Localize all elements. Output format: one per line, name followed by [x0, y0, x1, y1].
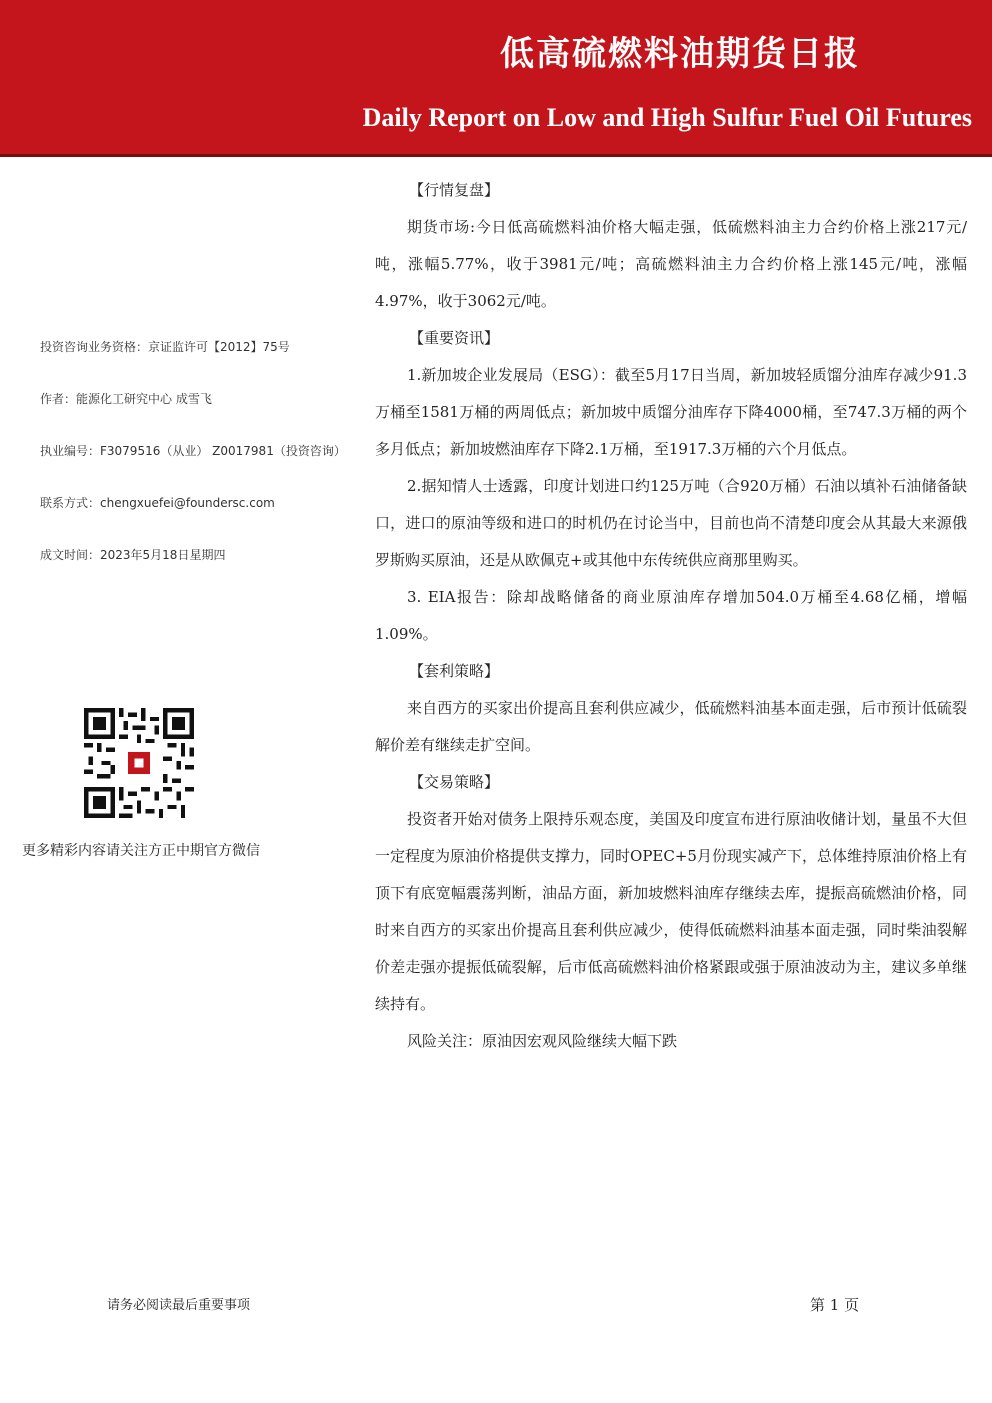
report-title-en: Daily Report on Low and High Sulfur Fuel Oil Futures [362, 103, 972, 132]
news-heading: 【重要资讯】 [409, 329, 500, 347]
news-item: 1.新加坡企业发展局（ESG）：截至5月17日当周，新加坡轻质馏分油库存减少91.3万桶至1581万桶的两周低点；新加坡中质馏分油库存下降4000桶，至747.3万桶的两个多月低点；新加坡燃油库存下降2.1万桶，至1917.3万桶的六个月低点。 [375, 366, 967, 458]
contact-text: 联系方式：chengxuefei@foundersc.com [40, 496, 275, 510]
arbitrage-paragraph: 来自西方的买家出价提高且套利供应减少，低硫燃料油基本面走强，后市预计低硫裂解价差有继续走扩空间。 [375, 699, 967, 754]
wechat-qr-code[interactable] [84, 708, 194, 818]
report-title-cn: 低高硫燃料油期货日报 [500, 34, 860, 74]
license-text: 执业编号：F3079516（从业） Z0017981（投资咨询） [40, 444, 346, 458]
footer-notice: 请务必阅读最后重要事项 [107, 1298, 251, 1313]
market-review-heading: 【行情复盘】 [409, 181, 500, 199]
market-review-paragraph: 期货市场:今日低高硫燃料油价格大幅走强，低硫燃料油主力合约价格上涨217元/吨，涨幅5.77%，收于3981元/吨；高硫燃料油主力合约价格上涨145元/吨，涨幅4.97%，收于3062元/吨。 [375, 218, 967, 310]
page-number: 第 1 页 [810, 1296, 860, 1314]
trading-heading: 【交易策略】 [409, 773, 500, 791]
risk-note: 风险关注：原油因宏观风险继续大幅下跌 [407, 1032, 678, 1050]
news-item: 3. EIA报告：除却战略储备的商业原油库存增加504.0万桶至4.68亿桶，增幅1.09%。 [375, 588, 967, 643]
news-item: 2.据知情人士透露，印度计划进口约125万吨（合920万桶）石油以填补石油储备缺口，进口的原油等级和进口的时机仍在讨论当中，目前也尚不清楚印度会从其最大来源俄罗斯购买原油，还是从欧佩克+或其他中东传统供应商那里购买。 [375, 477, 967, 569]
qualification-text: 投资咨询业务资格：京证监许可【2012】75号 [40, 340, 290, 354]
qr-caption: 更多精彩内容请关注方正中期官方微信 [22, 843, 260, 859]
author-text: 作者：能源化工研究中心 成雪飞 [40, 392, 212, 406]
header-banner [0, 0, 992, 157]
arbitrage-heading: 【套利策略】 [409, 662, 500, 680]
trading-paragraph: 投资者开始对债务上限持乐观态度，美国及印度宣布进行原油收储计划，量虽不大但一定程度为原油价格提供支撑力，同时OPEC+5月份现实减产下，总体维持原油价格上有顶下有底宽幅震荡判断，油品方面，新加坡燃料油库存继续去库，提振高硫燃油价格，同时来自西方的买家出价提高且套利供应减少，使得低硫燃料油基本面走强，同时柴油裂解价差走强亦提振低硫裂解，后市低高硫燃料油价格紧跟或强于原油波动为主，建议多单继续持有。 [375, 810, 967, 1013]
report-body [375, 172, 967, 1060]
date-text: 成文时间：2023年5月18日星期四 [40, 548, 226, 562]
